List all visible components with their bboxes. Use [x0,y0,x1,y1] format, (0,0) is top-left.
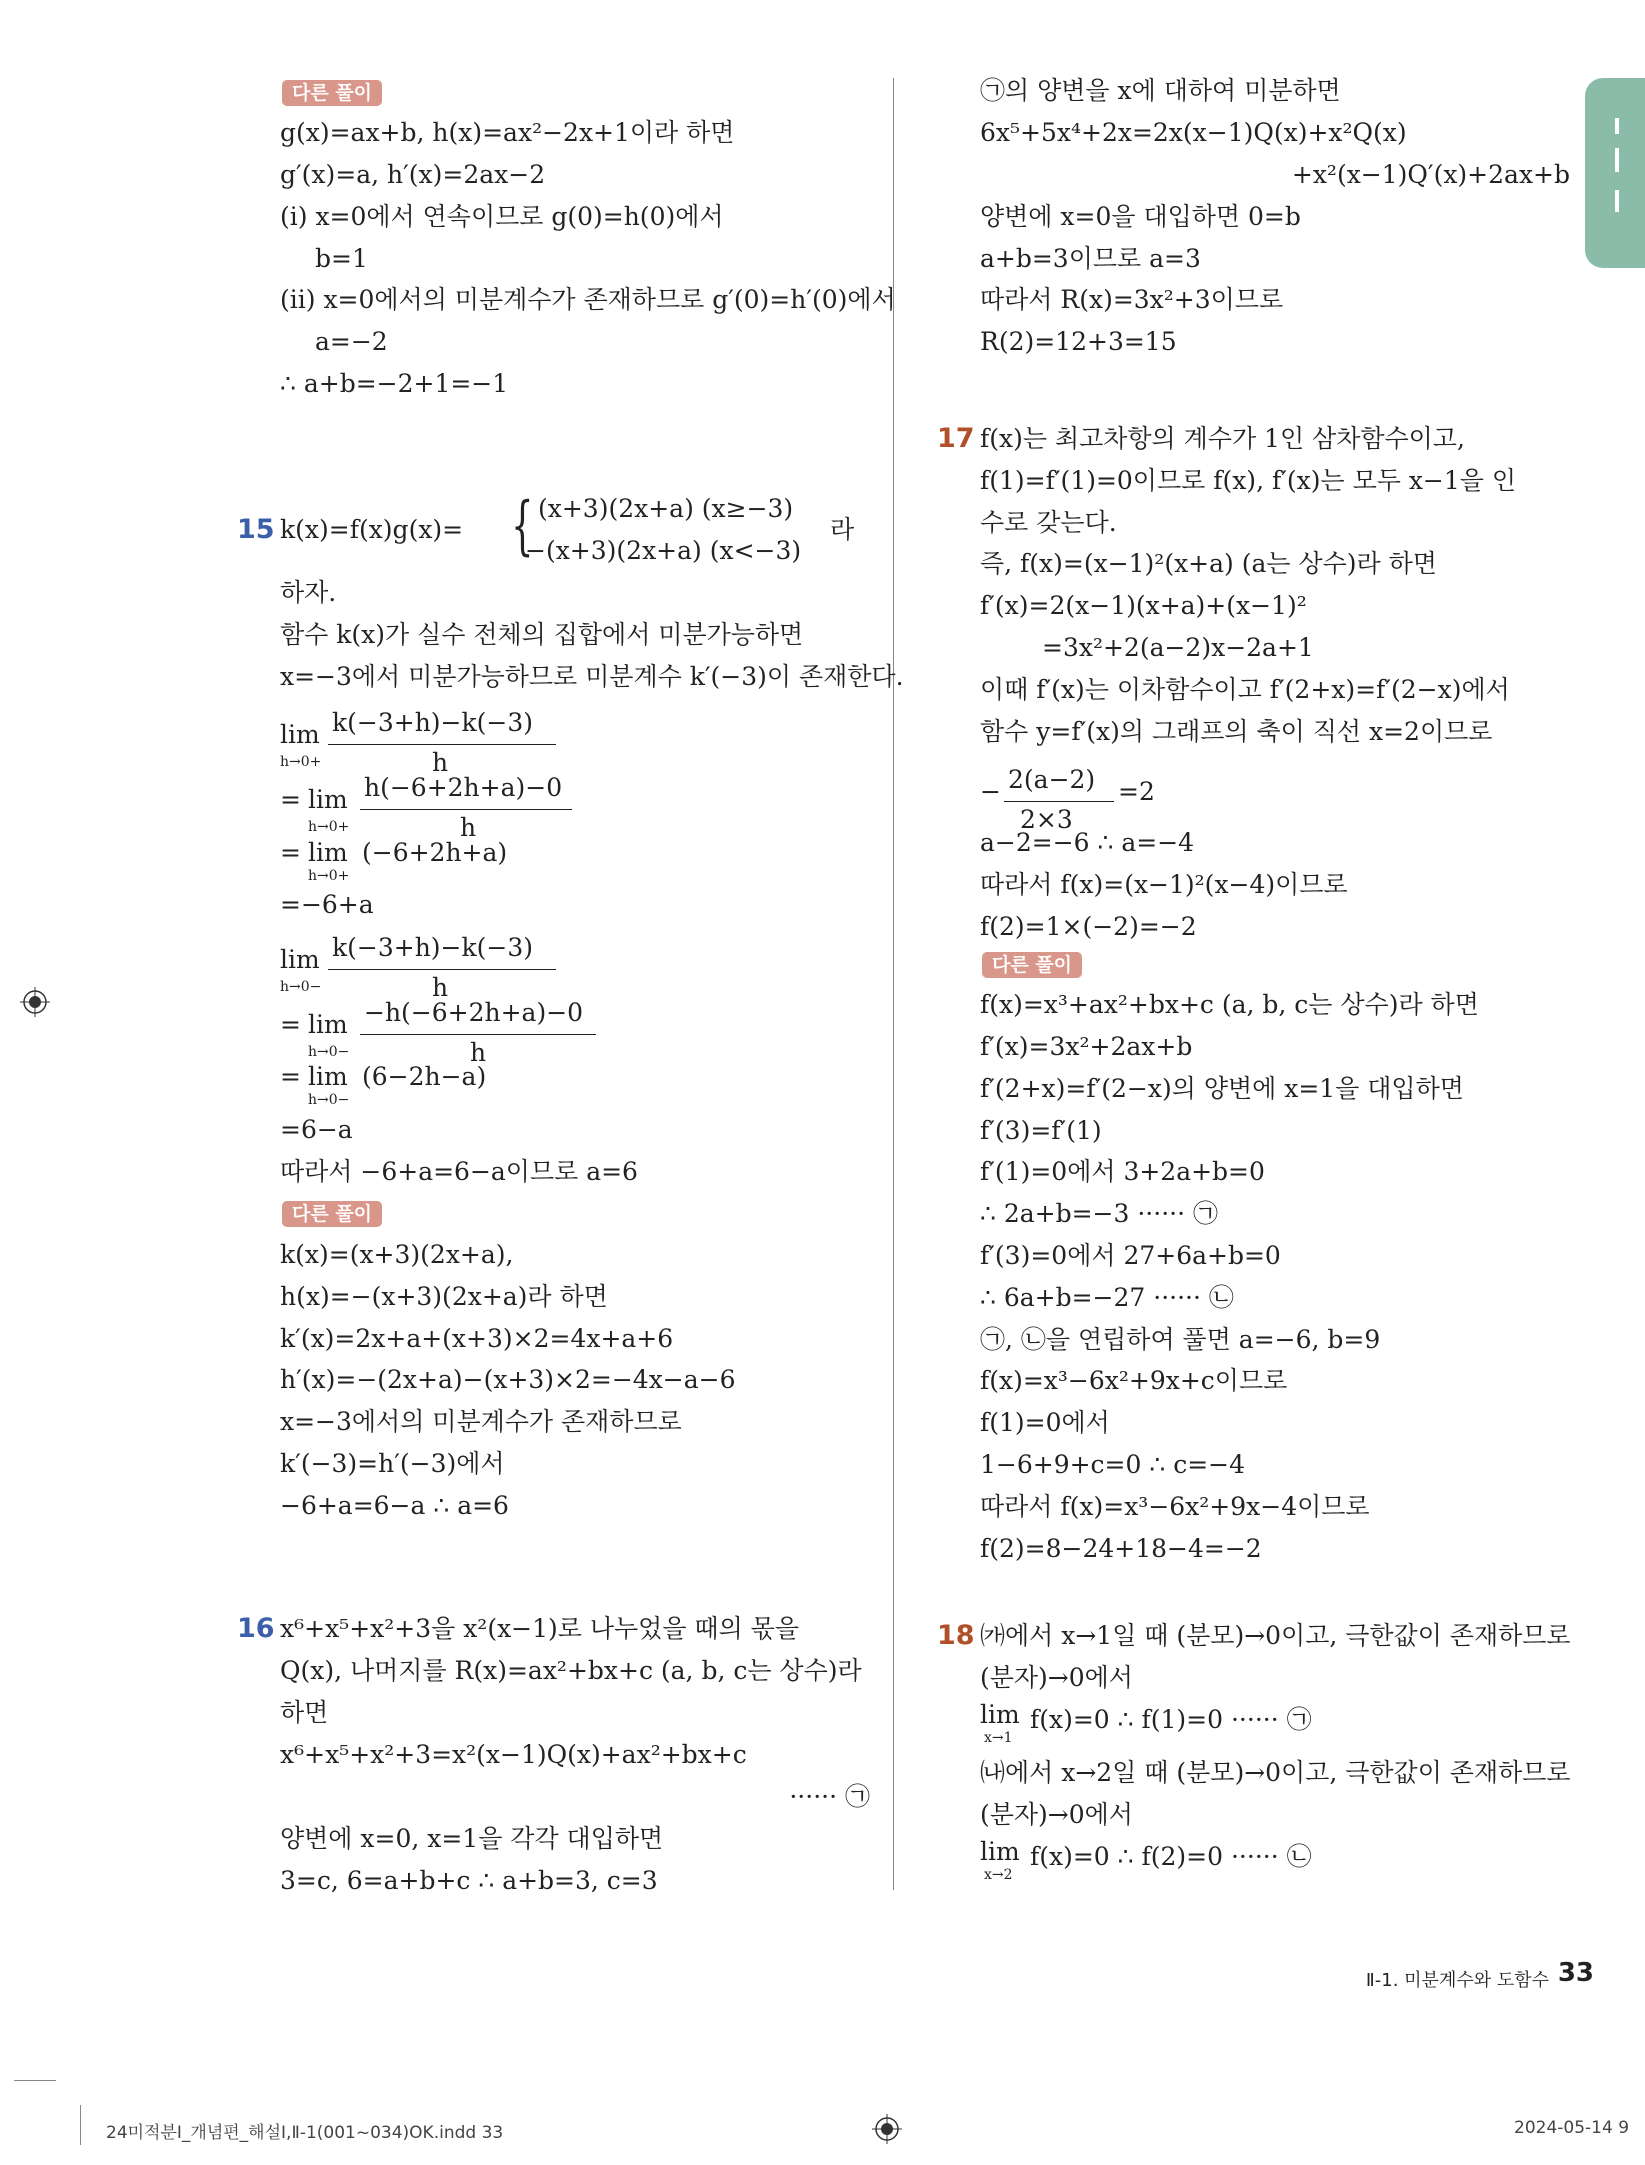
chapter-label: Ⅱ-1. 미분계수와 도함수 [1365,1970,1549,1991]
text-line: =6−a [280,1115,353,1144]
registration-mark-icon [872,2114,902,2144]
lim-text: lim [308,785,348,814]
text-line: (ⅱ) x=0에서의 미분계수가 존재하므로 g′(0)=h′(0)에서 [280,285,896,314]
lim-subscript: h→0− [308,1044,350,1060]
expression-text: f(x)=0 ∴ f(2)=0 ······ ㉡ [1030,1842,1312,1871]
fraction-denominator: 2×3 [1020,805,1073,834]
text-line: k(x)=(x+3)(2x+a), [280,1240,514,1269]
text-line: f(2)=8−24+18−4=−2 [980,1534,1262,1563]
text-line: ∴ a+b=−2+1=−1 [280,369,509,398]
equals-sign: = [280,838,301,867]
text-line: R(2)=12+3=15 [980,327,1177,356]
text-line: +x²(x−1)Q′(x)+2ax+b [1291,160,1570,189]
text-span: k(x)=f(x)g(x)= [280,515,464,544]
text-line: f′(3)=f′(1) [980,1116,1102,1145]
lim-text: lim [980,1700,1020,1729]
text-line: f(1)=0에서 [980,1408,1110,1437]
brace-icon: { [511,489,534,563]
fraction-numerator: k(−3+h)−k(−3) [332,933,534,962]
text-line: f′(x)=2(x−1)(x+a)+(x−1)² [980,591,1307,620]
footer-date: 2024-05-14 9 [1514,2118,1630,2138]
text-line: =−6+a [280,890,374,919]
text-line: a=−2 [315,327,388,356]
page-number: 33 [1557,1958,1594,1988]
alt-solution-badge: 다른 풀이 [282,1201,382,1227]
lim-subscript: h→0− [308,1092,350,1108]
text-line: 이때 f′(x)는 이차함수이고 f′(2+x)=f′(2−x)에서 [980,675,1510,704]
text-line: (ⅰ) x=0에서 연속이므로 g(0)=h(0)에서 [280,202,724,231]
text-line: f′(2+x)=f′(2−x)의 양변에 x=1을 대입하면 [980,1074,1464,1103]
chapter-side-tab [1585,78,1645,268]
equals-sign: = [280,1010,301,1039]
lim-text: lim [980,1837,1020,1866]
fraction-numerator: 2(a−2) [1008,765,1096,794]
lim-text: lim [280,720,320,749]
text-line: ㉠, ㉡을 연립하여 풀면 a=−6, b=9 [980,1325,1381,1354]
crop-mark [80,2105,81,2145]
column-divider [893,78,894,1890]
lim-text: lim [308,1062,348,1091]
text-line: ㉠의 양변을 x에 대하여 미분하면 [980,76,1341,105]
fraction-numerator: −h(−6+2h+a)−0 [364,998,584,1027]
lim-subscript: h→0+ [308,819,350,835]
question-number: 16 [237,1613,275,1644]
fraction-denominator: h [460,813,477,842]
text-line: 따라서 −6+a=6−a이므로 a=6 [280,1157,638,1186]
text-line: 양변에 x=0, x=1을 각각 대입하면 [280,1824,664,1853]
text-line: 3=c, 6=a+b+c ∴ a+b=3, c=3 [280,1866,658,1895]
question-number: 15 [237,514,275,545]
text-line: 함수 y=f′(x)의 그래프의 축이 직선 x=2이므로 [980,717,1493,746]
lim-subscript: h→0− [280,979,322,995]
fraction-bar [328,744,556,745]
fraction-bar [360,1034,596,1035]
alt-solution-badge: 다른 풀이 [282,80,382,106]
text-line: 6x⁵+5x⁴+2x=2x(x−1)Q(x)+x²Q(x) [980,118,1407,147]
text-line: b=1 [315,244,368,273]
text-line: f′(3)=0에서 27+6a+b=0 [980,1241,1281,1270]
question-number: 17 [937,423,975,454]
lim-subscript: x→1 [984,1730,1013,1746]
text-line: a+b=3이므로 a=3 [980,244,1201,273]
fraction-bar [360,809,572,810]
text-line: 라 [830,515,855,544]
fraction-bar [1004,801,1114,802]
piecewise-definition [280,513,463,547]
text-line: 하자. [280,578,337,607]
text-line: f(1)=f′(1)=0이므로 f(x), f′(x)는 모두 x−1을 인 [980,466,1517,495]
text-line: ······ ㉠ [789,1782,870,1811]
piecewise-case-bottom: −(x+3)(2x+a) (x<−3) [525,536,802,565]
text-line: x=−3에서 미분가능하므로 미분계수 k′(−3)이 존재한다. [280,662,904,691]
fraction-numerator: h(−6+2h+a)−0 [364,773,563,802]
text-line: 따라서 R(x)=3x²+3이므로 [980,285,1284,314]
text-line: 하면 [280,1698,329,1727]
text-line: 양변에 x=0을 대입하면 0=b [980,202,1301,231]
expression-text: (−6+2h+a) [362,838,508,867]
text-line: =3x²+2(a−2)x−2a+1 [1042,633,1314,662]
crop-mark [14,2080,56,2081]
fraction-bar [328,969,556,970]
equals-sign: = [280,785,301,814]
text-line: f′(x)=3x²+2ax+b [980,1032,1193,1061]
text-line: g′(x)=a, h′(x)=2ax−2 [280,160,546,189]
text-line: −6+a=6−a ∴ a=6 [280,1491,509,1520]
text-line: x=−3에서의 미분계수가 존재하므로 [280,1407,682,1436]
text-line: f′(1)=0에서 3+2a+b=0 [980,1157,1265,1186]
text-line: ∴ 6a+b=−27 ······ ㉡ [980,1283,1234,1312]
piecewise-case-top: (x+3)(2x+a) (x≥−3) [538,494,794,523]
text-line: (분자)→0에서 [980,1800,1133,1829]
lim-text: lim [308,1010,348,1039]
text-line: g(x)=ax+b, h(x)=ax²−2x+1이라 하면 [280,118,735,147]
fraction-denominator: h [470,1038,487,1067]
lim-text: lim [308,838,348,867]
lim-subscript: x→2 [984,1867,1013,1883]
text-line: h′(x)=−(2x+a)−(x+3)×2=−4x−a−6 [280,1365,736,1394]
text-line: 따라서 f(x)=x³−6x²+9x−4이므로 [980,1492,1370,1521]
expression-text: =2 [1118,777,1155,806]
text-line: a−2=−6 ∴ a=−4 [980,828,1195,857]
text-line: 즉, f(x)=(x−1)²(x+a) (a는 상수)라 하면 [980,549,1437,578]
text-line: x⁶+x⁵+x²+3=x²(x−1)Q(x)+ax²+bx+c [280,1740,747,1769]
lim-subscript: h→0+ [280,754,322,770]
text-line: k′(−3)=h′(−3)에서 [280,1449,505,1478]
alt-solution-badge: 다른 풀이 [982,952,1082,978]
text-line: f(x)=x³+ax²+bx+c (a, b, c는 상수)라 하면 [980,990,1479,1019]
fraction-denominator: h [432,748,449,777]
lim-text: lim [280,945,320,974]
text-line: Q(x), 나머지를 R(x)=ax²+bx+c (a, b, c는 상수)라 [280,1656,862,1685]
text-line: x⁶+x⁵+x²+3을 x²(x−1)로 나누었을 때의 몫을 [280,1614,799,1643]
text-line: h(x)=−(x+3)(2x+a)라 하면 [280,1282,608,1311]
text-line: k′(x)=2x+a+(x+3)×2=4x+a+6 [280,1324,674,1353]
text-line: f(x)는 최고차항의 계수가 1인 삼차함수이고, [980,424,1465,453]
text-line: f(2)=1×(−2)=−2 [980,912,1197,941]
text-line: ㈏에서 x→2일 때 (분모)→0이고, 극한값이 존재하므로 [980,1758,1571,1787]
footer-file-name: 24미적분Ⅰ_개념편_해설Ⅰ,Ⅱ-1(001~034)OK.indd 33 [106,2123,504,2143]
text-line: ∴ 2a+b=−3 ······ ㉠ [980,1199,1218,1228]
text-line: 따라서 f(x)=(x−1)²(x−4)이므로 [980,870,1348,899]
question-number: 18 [937,1620,975,1651]
fraction-numerator: k(−3+h)−k(−3) [332,708,534,737]
expression-text: f(x)=0 ∴ f(1)=0 ······ ㉠ [1030,1705,1312,1734]
text-line: f(x)=x³−6x²+9x+c이므로 [980,1366,1288,1395]
text-line: 1−6+9+c=0 ∴ c=−4 [980,1450,1246,1479]
text-line: ㈎에서 x→1일 때 (분모)→0이고, 극한값이 존재하므로 [980,1621,1571,1650]
text-line: 함수 k(x)가 실수 전체의 집합에서 미분가능하면 [280,620,804,649]
equals-sign: = [280,1062,301,1091]
fraction-denominator: h [432,973,449,1002]
text-line: 수로 갖는다. [980,508,1117,537]
expression-text: (6−2h−a) [362,1062,487,1091]
registration-mark-icon [20,987,50,1017]
text-line: (분자)→0에서 [980,1663,1133,1692]
lim-subscript: h→0+ [308,868,350,884]
minus-sign: − [980,777,1001,806]
